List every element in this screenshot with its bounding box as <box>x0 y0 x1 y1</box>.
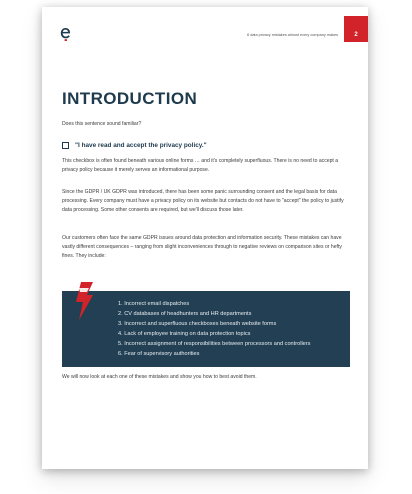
page-title: INTRODUCTION <box>62 89 198 108</box>
checkbox-square-icon <box>62 142 69 149</box>
document-page <box>42 7 368 469</box>
list-item: 5. Incorrect assignment of responsibilities between processors and controllers <box>118 340 311 347</box>
list-item: 4. Lack of employee training on data protection topics <box>118 330 251 337</box>
paragraph-1: This checkbox is often found beneath various online forms … and it's completely superfluous. There is no need to accept a privacy policy because it merely serves an informational purpose. <box>62 158 339 173</box>
intro-question: Does this sentence sound familiar? <box>62 121 142 127</box>
page-number: 2 <box>354 32 358 38</box>
page-number-badge <box>344 16 368 42</box>
mistakes-list-panel <box>62 291 350 367</box>
paragraph-3: Our customers often face the same GDPR issues around data protection and information security. These mistakes can have vastly different consequences – ranging from slight inconveniences through to negative reviews on comparison sites or hefty fines. They include: <box>62 235 342 259</box>
mistakes-list <box>118 300 310 359</box>
list-item: 1. Incorrect email dispatches <box>118 301 190 307</box>
list-item: 6. Fear of supervisory authorities <box>118 350 200 357</box>
checkbox-example <box>62 142 207 149</box>
list-item: 3. Incorrect and superfluous checkboxes beneath website forms <box>118 320 277 327</box>
lightning-bolt-icon <box>74 282 94 320</box>
list-item: 2. CV databases of headhunters and HR departments <box>118 310 252 317</box>
paragraph-2: Since the GDPR / UK GDPR was introduced, there has been some panic surrounding consent and the legal basis for data processing. Every company must have a privacy policy on its website but contacts do not have to "accept" the policy to justify data processing. Some other consents are required, but we'll discuss those later. <box>62 189 344 213</box>
e-logo-icon <box>60 25 71 41</box>
checkbox-example-label: "I have read and accept the privacy policy." <box>75 142 207 149</box>
closing-paragraph: We will now look at each one of these mistakes and show you how to best avoid them. <box>62 374 257 380</box>
running-header: 6 data privacy mistakes almost every company makes <box>247 33 338 37</box>
